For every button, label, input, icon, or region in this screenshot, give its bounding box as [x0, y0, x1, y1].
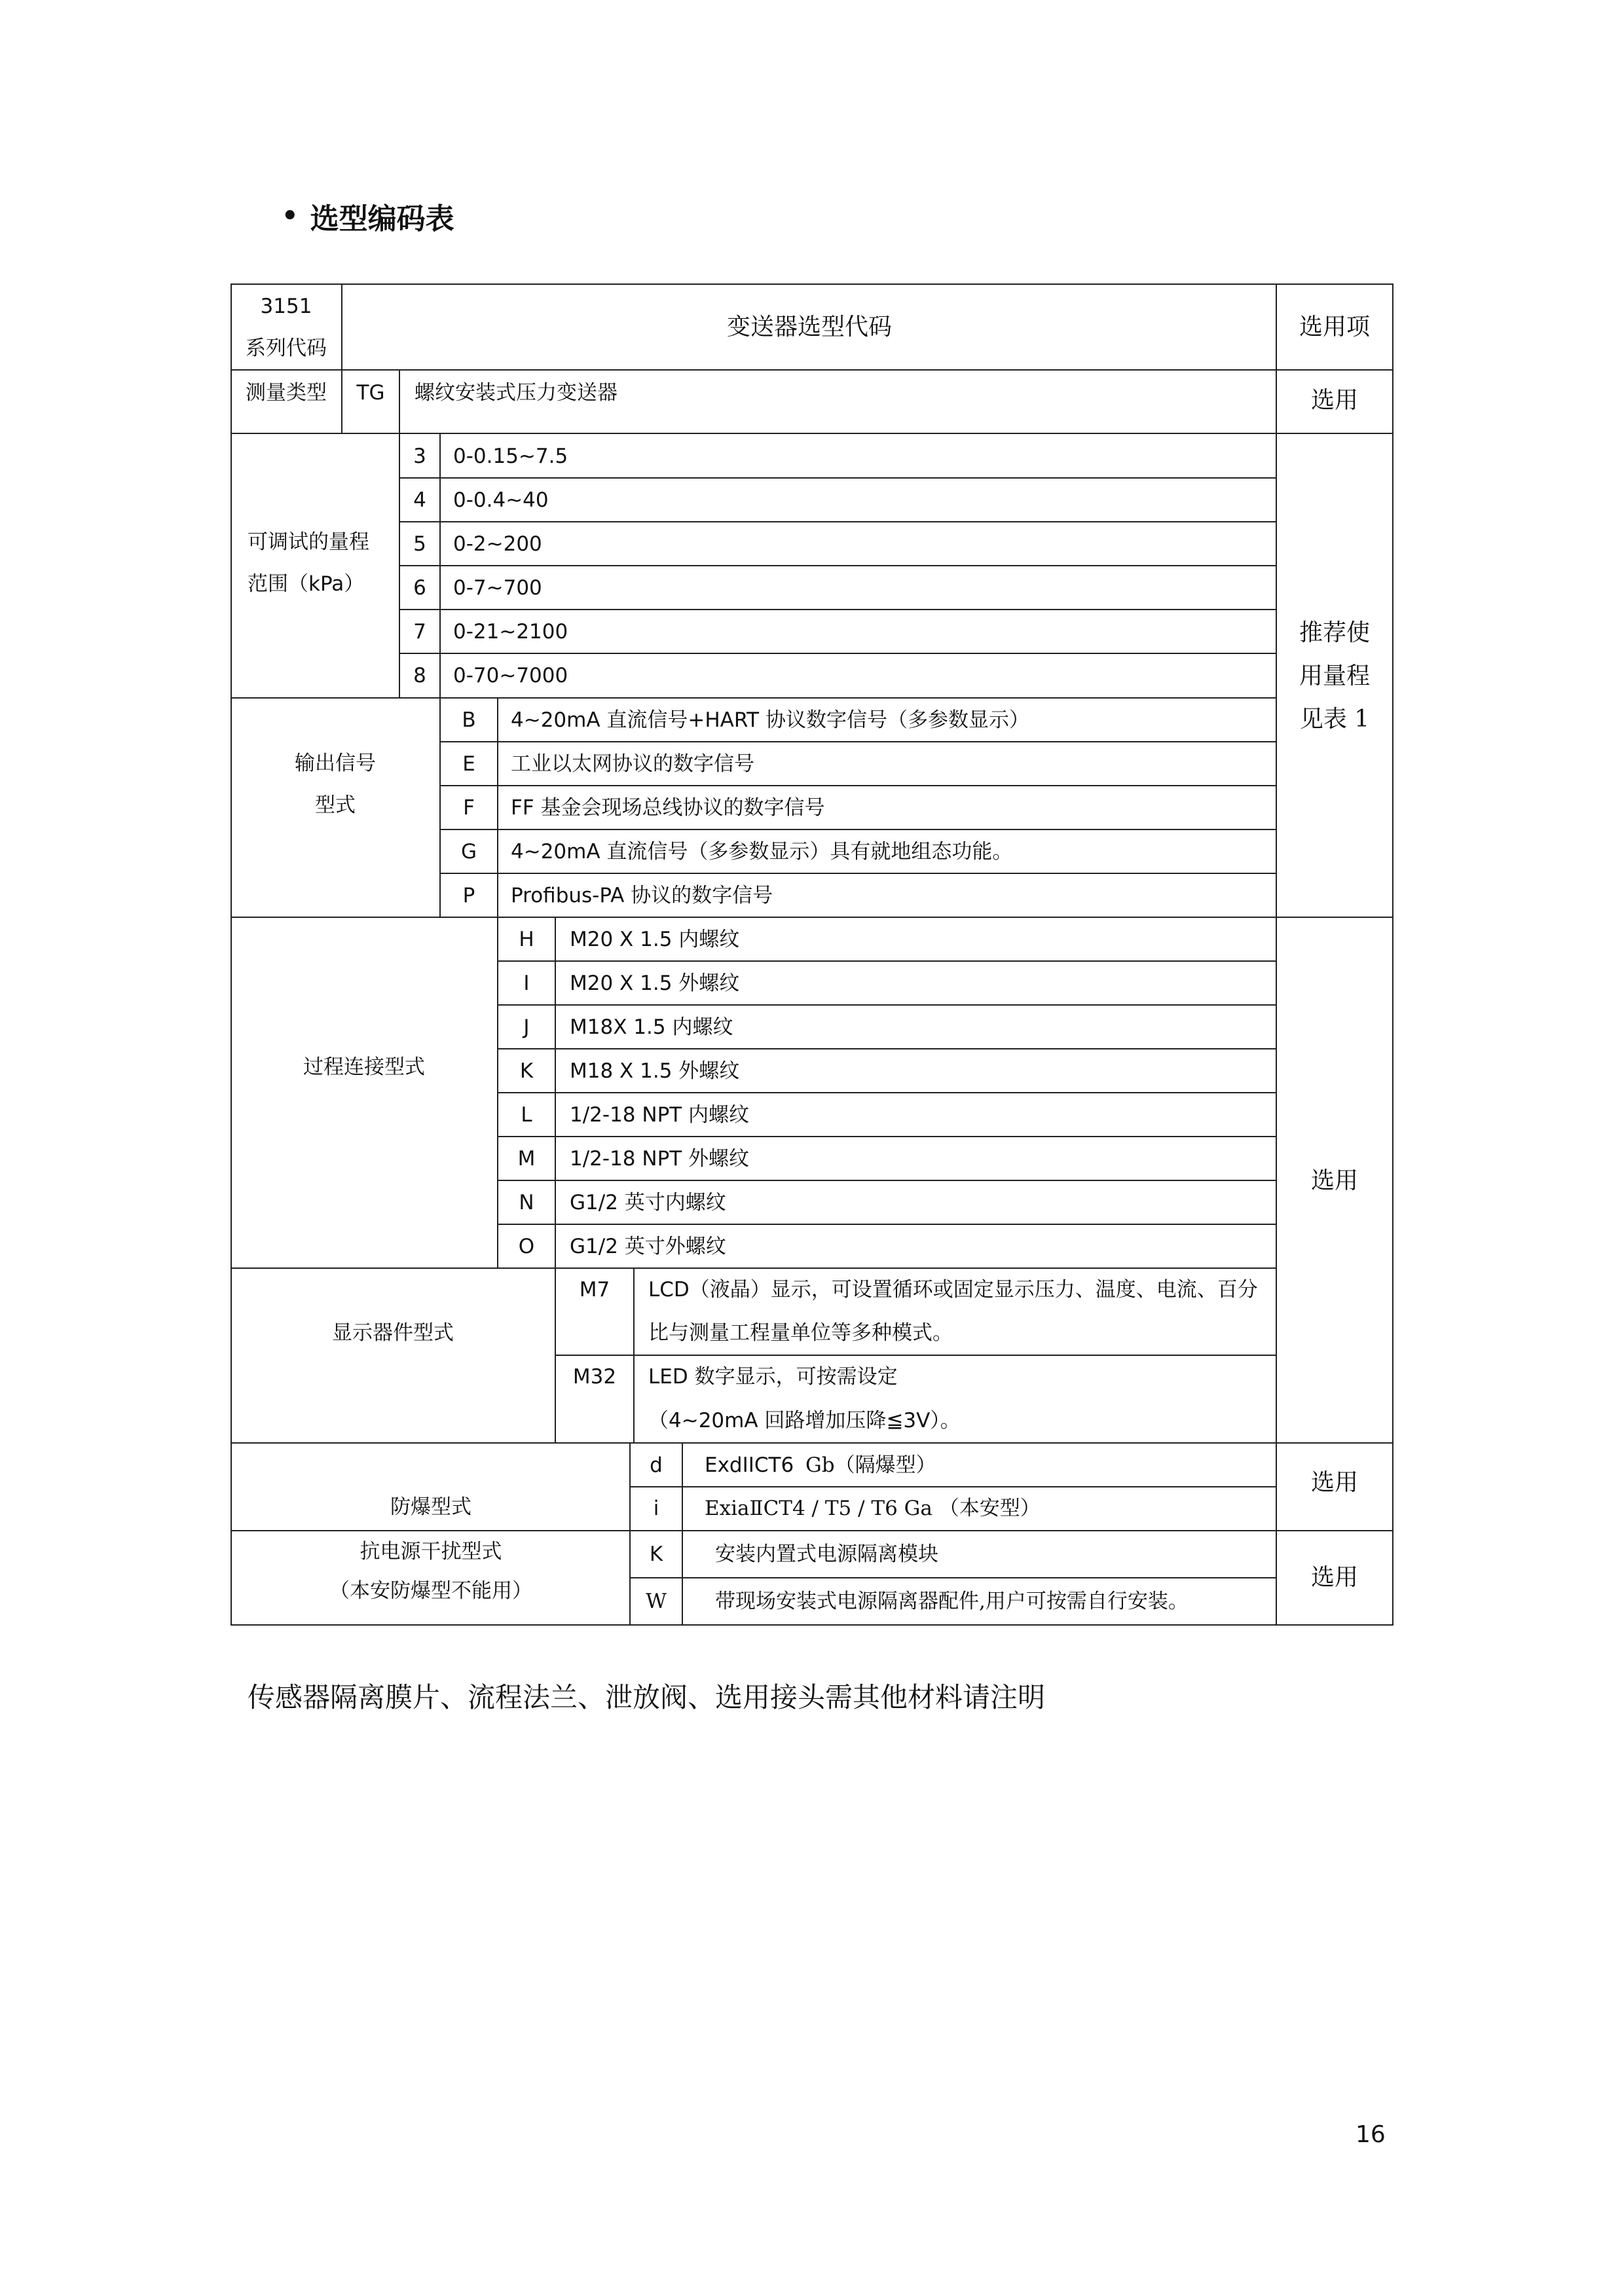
range-option-line3: 见表 1 — [1299, 706, 1370, 733]
process-code: L — [521, 1103, 532, 1127]
display-code: M7 — [579, 1278, 610, 1302]
explosion-label: 防爆型式 — [390, 1495, 471, 1519]
range-desc: 0-0.4~40 — [453, 488, 549, 512]
output-code: G — [460, 840, 477, 864]
range-label-line2: 范围（kPa） — [248, 572, 365, 596]
process-desc: M18 X 1.5 外螺纹 — [570, 1059, 740, 1083]
display-desc-line2: （4~20mA 回路增加压降≦3V）。 — [648, 1409, 961, 1432]
range-option-line1: 推荐使 — [1299, 619, 1371, 646]
bullet-icon: • — [282, 201, 299, 231]
display-desc-line2: 比与测量工程量单位等多种模式。 — [648, 1321, 953, 1345]
output-desc: 4~20mA 直流信号+HART 协议数字信号（多参数显示） — [511, 708, 1029, 732]
output-code: B — [462, 708, 476, 732]
process-code: M — [517, 1147, 536, 1171]
output-code: P — [462, 884, 475, 907]
display-label: 显示器件型式 — [332, 1321, 454, 1345]
display-desc-line1: LCD（液晶）显示，可设置循环或固定显示压力、温度、电流、百分 — [648, 1278, 1258, 1302]
interference-label-line2: （本安防爆型不能用） — [329, 1579, 532, 1603]
measure-label: 测量类型 — [246, 381, 327, 405]
range-code: 5 — [413, 532, 426, 556]
range-code: 6 — [413, 576, 426, 600]
range-code: 7 — [413, 620, 426, 644]
range-code: 4 — [413, 488, 426, 512]
output-desc: Profibus-PA 协议的数字信号 — [511, 884, 773, 907]
explosion-option: 选用 — [1310, 1469, 1359, 1496]
process-code: J — [523, 1015, 530, 1039]
explosion-desc-b: ExiaⅡCT4 / T5 / T6 Ga （本安型） — [705, 1497, 1041, 1520]
interference-code: W — [646, 1590, 667, 1613]
explosion-desc-b: Gb（隔爆型） — [805, 1453, 936, 1477]
process-code: H — [519, 928, 534, 951]
process-desc: M20 X 1.5 内螺纹 — [570, 928, 740, 951]
interference-option: 选用 — [1310, 1564, 1359, 1591]
display-code: M32 — [572, 1365, 617, 1389]
range-code: 3 — [413, 445, 426, 468]
process-desc: G1/2 英寸内螺纹 — [570, 1191, 726, 1214]
process-code: N — [519, 1191, 534, 1214]
process-option: 选用 — [1310, 1167, 1359, 1194]
range-label-line1: 可调试的量程 — [248, 530, 369, 554]
interference-desc: 带现场安装式电源隔离器配件,用户可按需自行安装。 — [715, 1590, 1189, 1613]
output-code: F — [463, 796, 475, 820]
range-code: 8 — [413, 664, 426, 687]
range-desc: 0-2~200 — [453, 532, 542, 556]
explosion-code: i — [653, 1497, 659, 1520]
output-label-line2: 型式 — [315, 793, 356, 817]
process-desc: M20 X 1.5 外螺纹 — [570, 972, 740, 995]
table-title: 变送器选型代码 — [726, 314, 893, 340]
series-code: 3151 — [260, 295, 312, 318]
process-code: I — [523, 972, 530, 995]
output-desc: 工业以太网协议的数字信号 — [511, 752, 754, 776]
range-desc: 0-0.15~7.5 — [453, 445, 568, 468]
explosion-code: d — [650, 1453, 663, 1477]
process-code: K — [519, 1059, 534, 1083]
measure-desc: 螺纹安装式压力变送器 — [415, 381, 618, 405]
option-header: 选用项 — [1299, 314, 1371, 340]
range-option-line2: 用量程 — [1299, 663, 1371, 689]
measure-option: 选用 — [1310, 387, 1359, 414]
process-desc: G1/2 英寸外螺纹 — [570, 1235, 726, 1258]
display-desc-line1: LED 数字显示，可按需设定 — [648, 1365, 898, 1389]
interference-label-line1: 抗电源干扰型式 — [360, 1540, 502, 1563]
process-desc: 1/2-18 NPT 内螺纹 — [570, 1103, 750, 1127]
range-desc: 0-7~700 — [453, 576, 542, 600]
range-desc: 0-70~7000 — [453, 664, 568, 687]
output-label-line1: 输出信号 — [295, 752, 376, 775]
measure-code: TG — [356, 381, 385, 405]
interference-desc: 安装内置式电源隔离模块 — [715, 1542, 938, 1566]
process-desc: 1/2-18 NPT 外螺纹 — [570, 1147, 750, 1171]
range-desc: 0-21~2100 — [453, 620, 568, 644]
process-label: 过程连接型式 — [303, 1055, 425, 1079]
output-desc: 4~20mA 直流信号（多参数显示）具有就地组态功能。 — [511, 840, 1013, 864]
explosion-desc-a: ExdIICT6 — [705, 1453, 794, 1477]
heading-text: 选型编码表 — [310, 202, 454, 236]
output-desc: FF 基金会现场总线协议的数字信号 — [511, 796, 825, 820]
output-code: E — [462, 752, 475, 776]
series-label: 系列代码 — [246, 337, 327, 360]
process-desc: M18X 1.5 内螺纹 — [570, 1015, 733, 1039]
interference-code: K — [649, 1542, 663, 1566]
materials-note: 传感器隔离膜片、流程法兰、泄放阀、选用接头需其他材料请注明 — [248, 1681, 1046, 1713]
page-number: 16 — [1356, 2121, 1386, 2148]
process-code: O — [518, 1235, 535, 1258]
